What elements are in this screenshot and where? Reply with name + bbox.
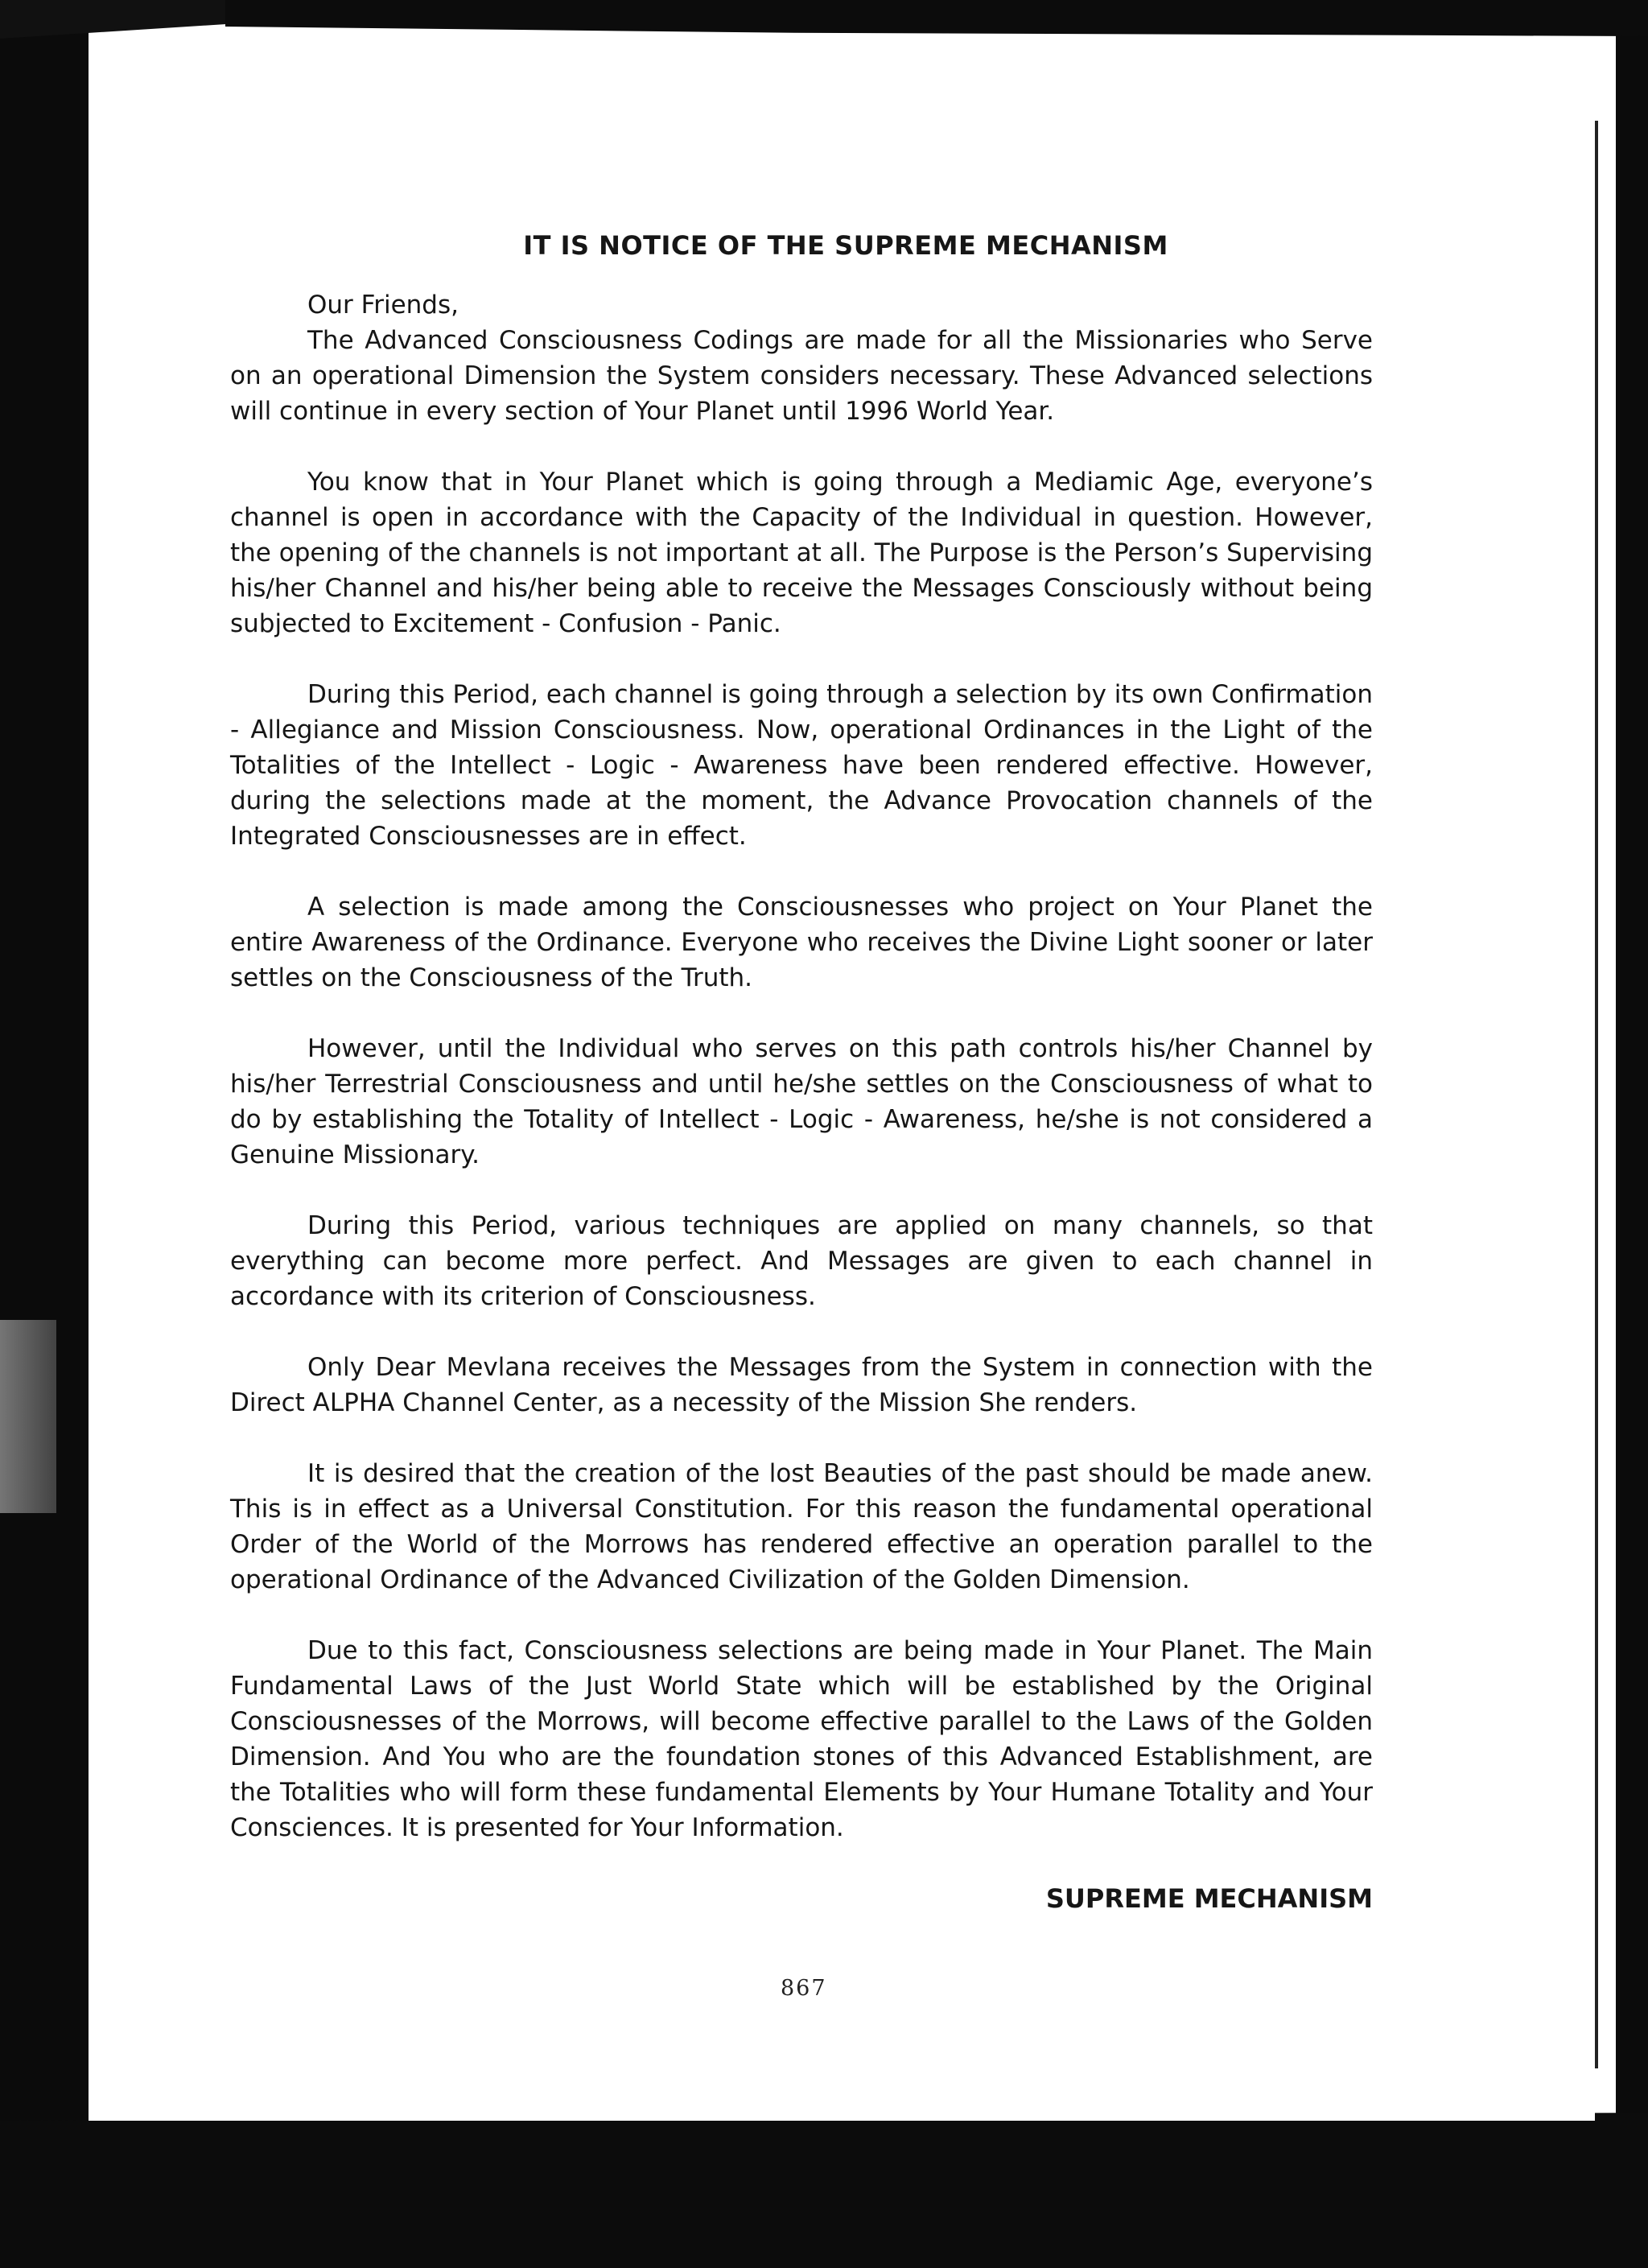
- scan-border-right: [1616, 0, 1648, 2268]
- scan-border-left: [0, 0, 89, 2268]
- paragraph-7: Only Dear Mevlana receives the Messages from the System in connection with the Direct ALPHA Channel Center, as a necessity of the Mission She renders.: [230, 1353, 1373, 1417]
- paragraph-6: During this Period, various techniques are applied on many channels, so that everything can become more perfect. And Messages are given to each channel in accordance with its criterion of Consciousness.: [230, 1211, 1373, 1311]
- paragraph-9: Due to this fact, Consciousness selections are being made in Your Planet. The Main Fundamental Laws of the Just World State which will be established by the Original Consciousnesses of the Morrows, will become effective parallel to the Laws of the Golden Dimension. And You who are the foundation stones of this Advanced Establishment, are the Totalities who will form these fundamental Elements by Your Humane Totality and Your Consciences. It is presented for Your Information.: [230, 1636, 1373, 1842]
- signature: SUPREME MECHANISM: [1045, 1883, 1373, 1914]
- paragraph-4: A selection is made among the Consciousnesses who project on Your Planet the entire Awareness of the Ordinance. Everyone who receives the Divine Light sooner or later settles on the Consciousness of the Truth.: [230, 893, 1373, 992]
- scan-border-bottom: [0, 2113, 1648, 2268]
- page-number: 867: [781, 1976, 827, 2001]
- document-body: [230, 228, 1373, 1916]
- paper-page: [89, 44, 1595, 2121]
- document-title: IT IS NOTICE OF THE SUPREME MECHANISM: [523, 230, 1168, 261]
- paragraph-5: However, until the Individual who serves on this path controls his/her Channel by his/her Terrestrial Consciousness and until he/she settles on the Consciousness of what to do by establishing the Totality of Intellect - Logic - Awareness, he/she is not considered a Genuine Missionary.: [230, 1034, 1373, 1169]
- paragraph-3: During this Period, each channel is going through a selection by its own Confirmation - Allegiance and Mission Consciousness. Now, operational Ordinances in the Light of the Totalities of the Intellect - Logic - Awareness have been rendered effective. However, during the selections made at the moment, the Advance Provocation channels of the Integrated Consciousnesses are in effect.: [230, 680, 1373, 851]
- scan-artifact: [0, 1320, 56, 1513]
- paragraph-1: The Advanced Consciousness Codings are made for all the Missionaries who Serve on an operational Dimension the System considers necessary. These Advanced selections will continue in every section of Your Planet until 1996 World Year.: [230, 326, 1373, 426]
- scan-border-top: [225, 0, 1648, 48]
- page-edge-line: [1595, 121, 1598, 2068]
- salutation: Our Friends,: [307, 291, 459, 320]
- paragraph-8: It is desired that the creation of the lost Beauties of the past should be made anew. This is in effect as a Universal Constitution. For this reason the fundamental operational Order of the World of the Morrows has rendered effective an operation parallel to the operational Ordinance of the Advanced Civilization of the Golden Dimension.: [230, 1459, 1373, 1594]
- scan-border-top-left: [0, 0, 241, 39]
- paragraph-2: You know that in Your Planet which is going through a Mediamic Age, everyone’s channel is open in accordance with the Capacity of the Individual in question. However, the opening of the channels is not important at all. The Purpose is the Person’s Supervising his/her Channel and his/her being able to receive the Messages Consciously without being subjected to Excitement - Confusion - Panic.: [230, 468, 1373, 638]
